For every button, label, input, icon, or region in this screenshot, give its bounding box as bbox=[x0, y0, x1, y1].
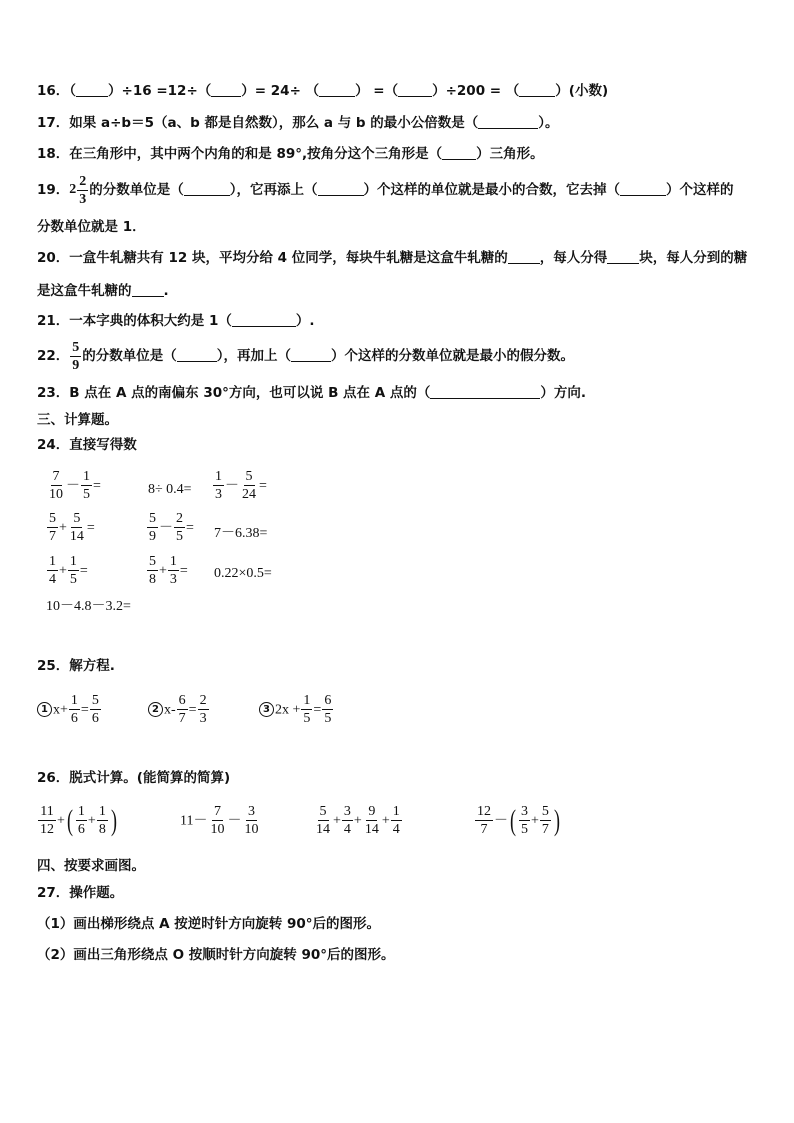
question-23: 23．B 点在 A 点的南偏东 30°方向，也可以说 B 点在 A 点的（ ）方向. bbox=[37, 385, 587, 401]
calc-1: $\frac{11}{12}$ +( $\frac{1}{6}$ + $\frac{1}{8}$ ) bbox=[40, 803, 117, 837]
answer-blank[interactable] bbox=[620, 181, 666, 196]
q24-item: $\frac{5}{9}$ － $\frac{2}{5}$ = bbox=[149, 511, 194, 544]
answer-blank[interactable] bbox=[442, 145, 476, 160]
answer-blank[interactable] bbox=[132, 282, 164, 297]
calc-4: $\frac{12}{7}$ －( $\frac{3}{5}$ + $\frac{5}{7}$ ) bbox=[477, 803, 560, 837]
q24-item: 8÷ 0.4= bbox=[148, 482, 192, 497]
question-17: 17．如果 a÷b＝5（a、b 都是自然数），那么 a 与 b 的最小公倍数是（ ）。 bbox=[37, 115, 559, 131]
answer-blank[interactable] bbox=[291, 347, 331, 362]
question-26-title: 26．脱式计算。(能简算的简算) bbox=[37, 770, 231, 786]
answer-blank[interactable] bbox=[519, 82, 555, 97]
calc-3: $\frac{5}{14}$ + $\frac{3}{4}$ + $\frac{9}{14}$ + $\frac{1}{4}$ bbox=[316, 804, 400, 837]
question-27-part-1: （1）画出梯形绕点 A 按逆时针方向旋转 90°后的图形。 bbox=[37, 916, 380, 932]
question-25-title: 25．解方程. bbox=[37, 658, 115, 674]
answer-blank[interactable] bbox=[508, 249, 540, 264]
answer-blank[interactable] bbox=[607, 249, 639, 264]
section-heading: 三、计算题。 bbox=[37, 412, 118, 428]
question-21: 21．一本字典的体积大约是 1（ ）. bbox=[37, 313, 315, 329]
q24-item: 7－6.38= bbox=[214, 526, 268, 541]
q24-item: $\frac{5}{8}$ + $\frac{1}{3}$ = bbox=[149, 554, 188, 587]
question-24-title: 24．直接写得数 bbox=[37, 437, 137, 453]
answer-blank[interactable] bbox=[398, 82, 432, 97]
question-27-part-2: （2）画出三角形绕点 O 按顺时针方向旋转 90°后的图形。 bbox=[37, 947, 395, 963]
equation-1: 1 x+ $\frac{1}{6}$ = $\frac{5}{6}$ bbox=[37, 692, 102, 727]
fraction: $\frac{5}{9}$ bbox=[72, 339, 80, 373]
question-27-title: 27．操作题。 bbox=[37, 885, 124, 901]
question-16: 16．（ ）÷16 =12÷（ ）= 24÷ （ ） =（ ）÷200 = （ ）(小数) bbox=[37, 83, 609, 99]
q24-item: $\frac{5}{7}$ + $\frac{5}{14}$ = bbox=[49, 511, 95, 544]
section-heading: 四、按要求画图。 bbox=[37, 858, 145, 874]
answer-blank[interactable] bbox=[318, 181, 364, 196]
equation-2: 2 x- $\frac{6}{7}$ = $\frac{2}{3}$ bbox=[148, 692, 210, 727]
question-20-line2: 是这盒牛轧糖的 . bbox=[37, 283, 169, 299]
answer-blank[interactable] bbox=[76, 82, 108, 97]
answer-blank[interactable] bbox=[232, 312, 296, 327]
question-20: 20．一盒牛轧糖共有 12 块，平均分给 4 位同学，每块牛轧糖是这盒牛轧糖的 ，每人分得 块，每人分到的糖 bbox=[37, 250, 748, 266]
question-22: 22． $\frac{5}{9}$ 的分数单位是（ ），再加上（ ）个这样的分数单位就是最小的假分数。 bbox=[37, 339, 575, 373]
calc-2: 11－ $\frac{7}{10}$ － $\frac{3}{10}$ bbox=[180, 804, 259, 837]
q24-item: 10－4.8－3.2= bbox=[46, 599, 131, 614]
q24-item: $\frac{1}{3}$ － $\frac{5}{24}$ = bbox=[215, 469, 267, 502]
question-19: 19．2 $\frac{2}{3}$ 的分数单位是（ ），它再添上（ ）个这样的单位就是最小的合数，它去掉（ ）个这样的 bbox=[37, 173, 734, 207]
answer-blank[interactable] bbox=[177, 347, 217, 362]
q24-item: 0.22×0.5= bbox=[214, 566, 272, 581]
answer-blank[interactable] bbox=[478, 114, 538, 129]
equation-3: 3 2x + $\frac{1}{5}$ = $\frac{6}{5}$ bbox=[259, 692, 334, 727]
q24-item: $\frac{7}{10}$ － $\frac{1}{5}$ = bbox=[49, 469, 101, 502]
question-18: 18．在三角形中，其中两个内角的和是 89°,按角分这个三角形是（ ）三角形。 bbox=[37, 146, 544, 162]
answer-blank[interactable] bbox=[184, 181, 230, 196]
question-19-line2: 分数单位就是 1． bbox=[37, 219, 146, 235]
fraction: $\frac{2}{3}$ bbox=[79, 173, 87, 207]
q24-item: $\frac{1}{4}$ + $\frac{1}{5}$ = bbox=[49, 554, 88, 587]
answer-blank[interactable] bbox=[319, 82, 355, 97]
answer-blank[interactable] bbox=[430, 384, 540, 399]
answer-blank[interactable] bbox=[211, 82, 241, 97]
